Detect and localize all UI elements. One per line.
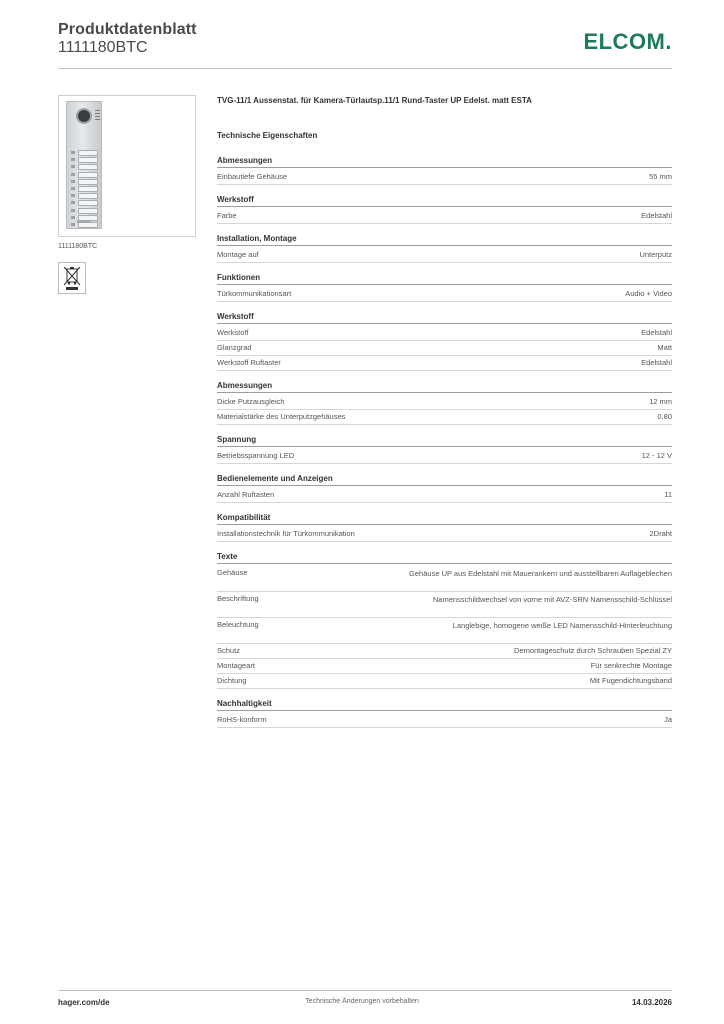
footer-website: hager.com/de xyxy=(58,998,110,1007)
call-button-icon xyxy=(71,193,98,199)
section-title: Technische Eigenschaften xyxy=(217,131,318,140)
spec-group-title: Werkstoff xyxy=(217,312,672,324)
call-button-icon xyxy=(71,164,98,170)
spec-label: Farbe xyxy=(217,211,237,220)
spec-row xyxy=(217,395,672,410)
call-button-icon xyxy=(71,179,98,185)
spec-value: Langlebige, homogene weiße LED Namensschild-Hinterleuchtung xyxy=(452,621,672,630)
spec-value: Edelstahl xyxy=(641,358,672,367)
call-button-icon xyxy=(71,208,98,214)
spec-row xyxy=(217,248,672,263)
spec-label: Dicke Putzausgleich xyxy=(217,397,285,406)
spec-label: Montage auf xyxy=(217,250,259,259)
spec-value: Demontageschutz durch Schrauben Spezial ZY xyxy=(513,646,672,655)
spec-row xyxy=(217,488,672,503)
call-button-icon xyxy=(71,150,98,156)
spec-group-title: Nachhaltigkeit xyxy=(217,699,672,711)
spec-label: Werkstoff xyxy=(217,328,249,337)
spec-label: Betriebsspannung LED xyxy=(217,451,295,460)
call-button-icon xyxy=(71,200,98,206)
spec-row xyxy=(217,356,672,371)
spec-row xyxy=(217,287,672,302)
spec-group-title: Werkstoff xyxy=(217,195,672,207)
call-button-icon xyxy=(71,186,98,192)
spec-label: Dichtung xyxy=(217,676,247,685)
spec-row xyxy=(217,209,672,224)
spec-value: 55 mm xyxy=(649,172,672,181)
speaker-icon xyxy=(95,110,100,122)
product-description: TVG-11/1 Aussenstat. für Kamera-Türlautsp.11/1 Rund-Taster UP Edelst. matt ESTA xyxy=(217,96,532,105)
elcom-logo: ELCOM. xyxy=(583,29,672,54)
spec-label: Materialstärke des Unterputzgehäuses xyxy=(217,412,346,421)
spec-label: Beleuchtung xyxy=(217,620,259,629)
spec-row xyxy=(217,659,672,674)
spec-value: 11 xyxy=(664,490,672,499)
spec-row xyxy=(217,674,672,689)
spec-label: Glanzgrad xyxy=(217,343,252,352)
spec-group-title: Kompatibilität xyxy=(217,513,672,525)
call-button-icon xyxy=(71,157,98,163)
spec-label: Anzahl Ruftasten xyxy=(217,490,275,499)
spec-label: Beschriftung xyxy=(217,594,259,603)
image-caption: 1111180BTC xyxy=(58,243,98,250)
spec-value: Matt xyxy=(657,343,672,352)
spec-label: Schutz xyxy=(217,646,240,655)
spec-group-title: Texte xyxy=(217,552,672,564)
spec-value: Ja xyxy=(664,715,672,724)
footer-divider xyxy=(58,990,672,991)
spec-value: 2Draht xyxy=(649,529,672,538)
spec-row xyxy=(217,170,672,185)
product-code: 1111180BTC xyxy=(58,39,148,56)
spec-row xyxy=(217,592,672,618)
spec-row xyxy=(217,644,672,659)
spec-group-title: Spannung xyxy=(217,435,672,447)
page-title: Produktdatenblatt xyxy=(58,21,197,38)
spec-group-title: Funktionen xyxy=(217,273,672,285)
spec-label: Gehäuse xyxy=(217,568,248,577)
spec-value: Namensschildwechsel von vorne mit AVZ-SRN Namensschild-Schlüssel xyxy=(432,595,672,604)
spec-group-title: Bedienelemente und Anzeigen xyxy=(217,474,672,486)
footer-disclaimer: Technische Änderungen vorbehalten xyxy=(305,998,419,1005)
spec-value: 12 - 12 V xyxy=(641,451,672,460)
spec-value: 12 mm xyxy=(649,397,672,406)
spec-value: Edelstahl xyxy=(641,211,672,220)
spec-group-title: Installation, Montage xyxy=(217,234,672,246)
footer-date: 14.03.2026 xyxy=(631,998,672,1007)
camera-icon xyxy=(76,108,92,124)
spec-group-title: Abmessungen xyxy=(217,381,672,393)
spec-group-title: Abmessungen xyxy=(217,156,672,168)
spec-label: RoHS-konform xyxy=(217,715,267,724)
spec-value: Für senkrechte Montage xyxy=(590,661,672,670)
spec-row xyxy=(217,618,672,644)
spec-row xyxy=(217,410,672,425)
spec-value: 0,80 xyxy=(657,412,672,421)
spec-row xyxy=(217,566,672,592)
spec-value: Audio + Video xyxy=(625,289,672,298)
spec-label: Montageart xyxy=(217,661,255,670)
spec-label: Türkommunikationsart xyxy=(217,289,292,298)
spec-value: Unterputz xyxy=(639,250,672,259)
spec-row xyxy=(217,326,672,341)
spec-label: Werkstoff Ruftaster xyxy=(217,358,281,367)
door-station-panel-icon xyxy=(66,101,102,229)
header-divider xyxy=(58,68,672,69)
spec-value: Mit Fugendichtungsband xyxy=(589,676,672,685)
weee-crossed-bin-icon xyxy=(58,262,86,294)
spec-row xyxy=(217,713,672,728)
spec-row xyxy=(217,449,672,464)
spec-row xyxy=(217,341,672,356)
product-image xyxy=(58,95,196,237)
spec-value: Edelstahl xyxy=(641,328,672,337)
spec-label: Installationstechnik für Türkommunikation xyxy=(217,529,355,538)
spec-value: Gehäuse UP aus Edelstahl mit Mauerankern und ausstellbaren Auflageblechen xyxy=(409,569,672,578)
call-button-icon xyxy=(71,172,98,178)
spec-row xyxy=(217,527,672,542)
spec-label: Einbautiefe Gehäuse xyxy=(217,172,288,181)
